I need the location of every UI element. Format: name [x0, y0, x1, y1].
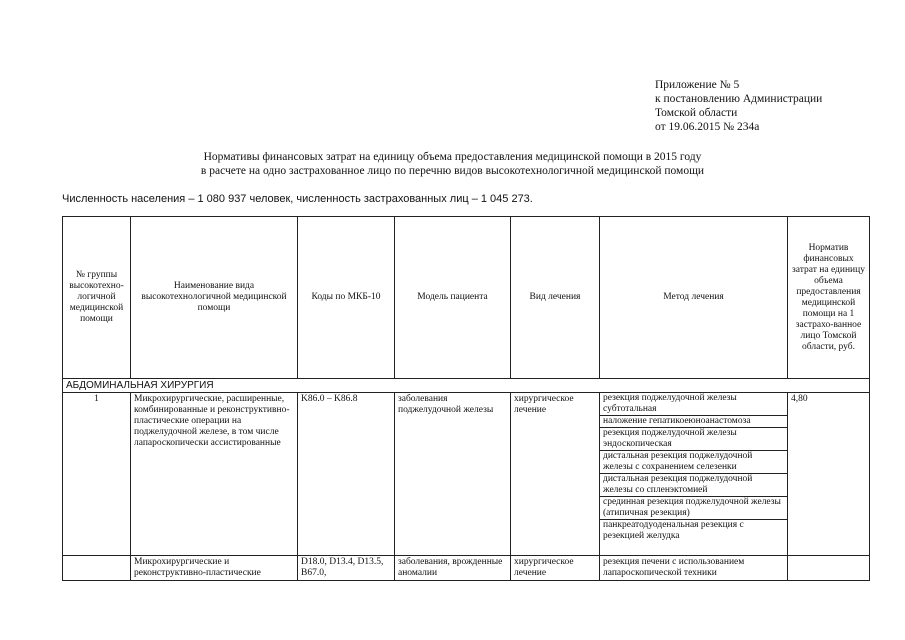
table-row [63, 556, 870, 581]
method-item: дистальная резекция поджелудочной железы со спленэктомией [600, 474, 787, 497]
header-codes: Коды по МКБ-10 [298, 217, 395, 379]
section-row [63, 379, 870, 393]
cell-group: 1 [63, 393, 131, 556]
title-line: в расчете на одно застрахованное лицо по перечню видов высокотехнологичной медицинской помощи [200, 165, 705, 177]
table-header-row [63, 217, 870, 379]
method-item: срединная резекция поджелудочной железы (атипичная резекция) [600, 497, 787, 520]
cell-model: заболевания поджелудочной железы [395, 393, 511, 556]
header-norm: Норматив финансовых затрат на единицу объема предоставления медицинской помощи на 1 застрахо-ванное лицо Томской области, руб. [788, 217, 870, 379]
cell-codes: K86.0 – K86.8 [298, 393, 395, 556]
title-line: Нормативы финансовых затрат на единицу объема предоставления медицинской помощи в 2015 году [203, 151, 702, 163]
cell-methods [600, 393, 788, 556]
document-title [0, 150, 905, 178]
header-model: Модель пациента [395, 217, 511, 379]
section-title: АБДОМИНАЛЬНАЯ ХИРУРГИЯ [63, 379, 870, 393]
appendix-line: Томской области [655, 107, 738, 119]
cell-treatment: хирургическое лечение [511, 556, 600, 581]
cell-model: заболевания, врожденные аномалии [395, 556, 511, 581]
method-item: резекция поджелудочной железы субтотальная [600, 393, 787, 416]
appendix-line: от 19.06.2015 № 234а [655, 121, 760, 133]
method-item: дистальная резекция поджелудочной железы с сохранением селезенки [600, 451, 787, 474]
header-name: Наименование вида высокотехнологичной медицинской помощи [131, 217, 298, 379]
population-note: Численность населения – 1 080 937 человек, численность застрахованных лиц – 1 045 273. [62, 193, 533, 205]
appendix-header [655, 78, 822, 134]
cell-norm [788, 556, 870, 581]
method-item: панкреатодуоденальная резекция с резекцией желудка [603, 520, 744, 541]
method-item: резекция поджелудочной железы эндоскопическая [600, 428, 787, 451]
cell-norm: 4,80 [788, 393, 870, 556]
cell-codes: D18.0, D13.4, D13.5, B67.0, [298, 556, 395, 581]
cell-name: Микрохирургические, расширенные, комбинированные и реконструктивно-пластические операции на поджелудочной железе, в том числе лапароскопически ассистированные [131, 393, 298, 556]
header-method: Метод лечения [600, 217, 788, 379]
appendix-line: Приложение № 5 [655, 79, 740, 91]
header-treatment: Вид лечения [511, 217, 600, 379]
cell-treatment: хирургическое лечение [511, 393, 600, 556]
table-row [63, 393, 870, 556]
method-item: наложение гепатикоеюноанастомоза [600, 416, 787, 428]
norms-table [62, 216, 870, 581]
appendix-line: к постановлению Администрации [655, 93, 823, 105]
cell-name: Микрохирургические и реконструктивно-пластические [131, 556, 298, 581]
cell-methods: резекция печени с использованием лапароскопической техники [600, 556, 788, 581]
cell-group [63, 556, 131, 581]
header-group: № группы высокотехно-логичной медицинской помощи [63, 217, 131, 379]
